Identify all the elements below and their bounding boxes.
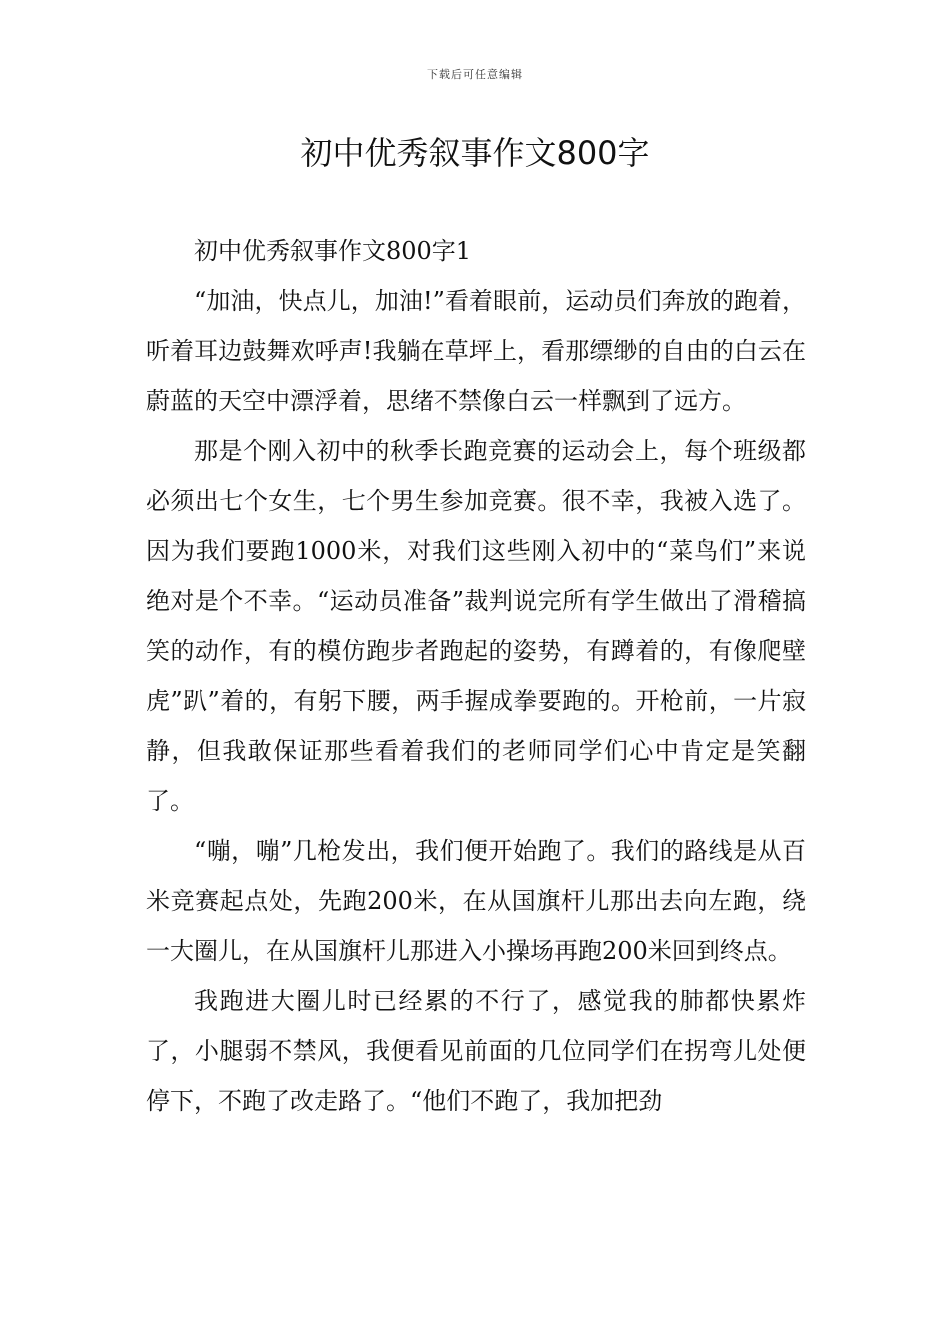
paragraph: 那是个刚入初中的秋季长跑竞赛的运动会上，每个班级都必须出七个女生，七个男生参加竞赛。很不幸，我被入选了。因为我们要跑1000米，对我们这些刚入初中的“菜鸟们”来说绝对是个不幸。“运动员准备”裁判说完所有学生做出了滑稽搞笑的动作，有的模仿跑步者跑起的姿势，有蹲着的，有像爬壁虎”趴”着的，有躬下腰，两手握成拳要跑的。开枪前，一片寂静，但我敢保证那些看着我们的老师同学们心中肯定是笑翻了。: [146, 437, 806, 815]
paragraph: “加油，快点儿，加油!”看着眼前，运动员们奔放的跑着，听着耳边鼓舞欢呼声!我躺在草坪上，看那缥缈的自由的白云在蔚蓝的天空中漂浮着，思绪不禁像白云一样飘到了远方。: [146, 287, 806, 415]
paragraph: 我跑进大圈儿时已经累的不行了，感觉我的肺都快累炸了，小腿弱不禁风，我便看见前面的几位同学们在拐弯儿处便停下，不跑了改走路了。“他们不跑了，我加把劲: [146, 987, 806, 1115]
document-body: [146, 226, 806, 1126]
header-note: 下载后可任意编辑: [427, 68, 523, 81]
paragraph: “嘣，嘣”几枪发出，我们便开始跑了。我们的路线是从百米竞赛起点处，先跑200米，在从国旗杆儿那出去向左跑，绕一大圈儿，在从国旗杆儿那进入小操场再跑200米回到终点。: [146, 837, 806, 965]
document-subtitle: 初中优秀叙事作文800字1: [194, 237, 472, 265]
document-title: 初中优秀叙事作文800字: [300, 134, 650, 172]
